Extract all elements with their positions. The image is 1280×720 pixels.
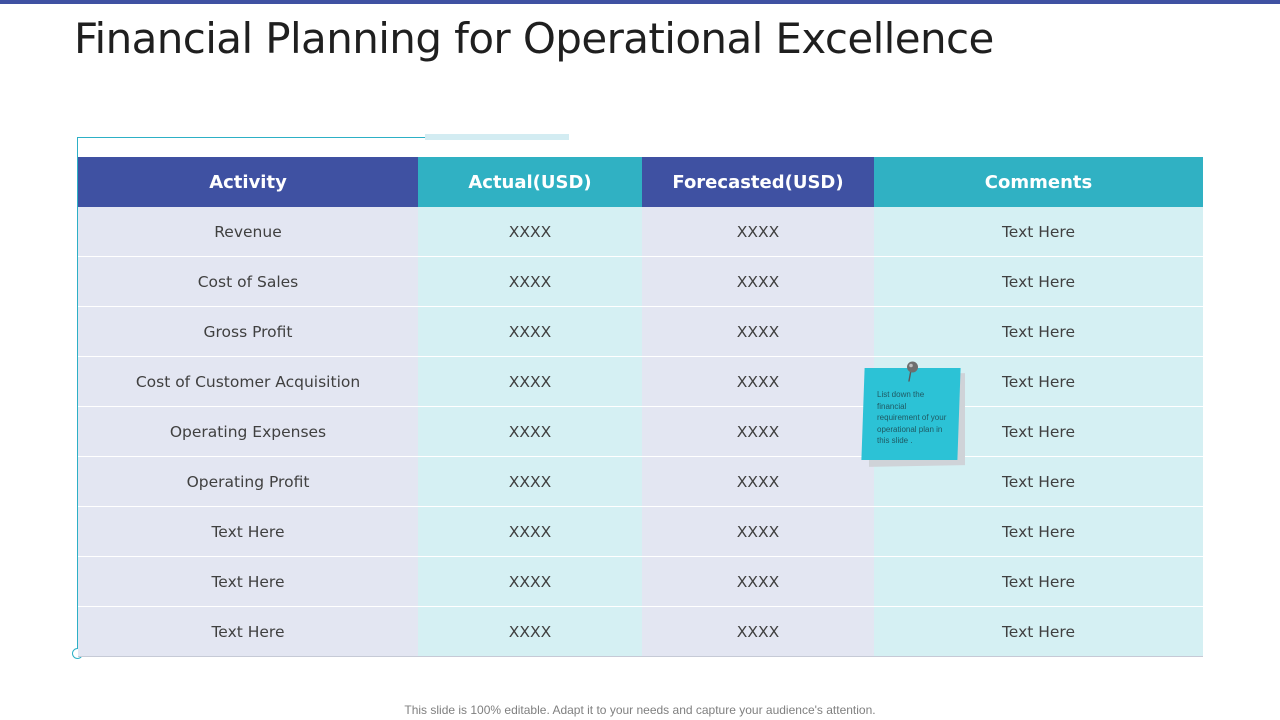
cell-forecasted: XXXX — [642, 457, 874, 507]
table-row — [78, 407, 1203, 457]
cell-activity: Text Here — [78, 507, 418, 557]
cell-actual: XXXX — [418, 257, 642, 307]
cell-actual: XXXX — [418, 307, 642, 357]
cell-activity: Text Here — [78, 557, 418, 607]
table-row — [78, 557, 1203, 607]
cell-activity: Cost of Customer Acquisition — [78, 357, 418, 407]
table-header-row — [78, 157, 1203, 207]
cell-forecasted: XXXX — [642, 607, 874, 657]
pushpin-icon — [903, 360, 921, 382]
cell-activity: Cost of Sales — [78, 257, 418, 307]
cell-activity: Text Here — [78, 607, 418, 657]
cell-actual: XXXX — [418, 457, 642, 507]
cell-actual: XXXX — [418, 607, 642, 657]
cell-comments: Text Here — [874, 357, 1203, 407]
cell-actual: XXXX — [418, 557, 642, 607]
cell-activity: Gross Profit — [78, 307, 418, 357]
frame-line-top — [77, 137, 427, 138]
cell-forecasted: XXXX — [642, 257, 874, 307]
page-title: Financial Planning for Operational Excellence — [74, 14, 994, 63]
table-row — [78, 307, 1203, 357]
header-forecasted: Forecasted(USD) — [642, 157, 874, 207]
cell-forecasted: XXXX — [642, 207, 874, 257]
table-row — [78, 507, 1203, 557]
cell-activity: Operating Profit — [78, 457, 418, 507]
table-row — [78, 257, 1203, 307]
cell-activity: Revenue — [78, 207, 418, 257]
cell-forecasted: XXXX — [642, 507, 874, 557]
cell-forecasted: XXXX — [642, 407, 874, 457]
table-row — [78, 457, 1203, 507]
cell-comments: Text Here — [874, 207, 1203, 257]
header-actual: Actual(USD) — [418, 157, 642, 207]
header-comments: Comments — [874, 157, 1203, 207]
cell-actual: XXXX — [418, 357, 642, 407]
footer-note: This slide is 100% editable. Adapt it to your needs and capture your audience's attention. — [404, 703, 876, 717]
financial-table — [78, 157, 1203, 657]
table-row — [78, 607, 1203, 657]
cell-actual: XXXX — [418, 407, 642, 457]
cell-actual: XXXX — [418, 207, 642, 257]
cell-forecasted: XXXX — [642, 307, 874, 357]
cell-comments: Text Here — [874, 607, 1203, 657]
cell-comments: Text Here — [874, 257, 1203, 307]
table-row — [78, 207, 1203, 257]
sticky-note — [863, 368, 959, 460]
sticky-note-text: List down the financial requirement of your operational plan in this slide . — [877, 390, 947, 445]
cell-activity: Operating Expenses — [78, 407, 418, 457]
cell-comments: Text Here — [874, 407, 1203, 457]
cell-comments: Text Here — [874, 557, 1203, 607]
cell-forecasted: XXXX — [642, 357, 874, 407]
cell-forecasted: XXXX — [642, 557, 874, 607]
header-activity: Activity — [78, 157, 418, 207]
top-accent-bar — [0, 0, 1280, 4]
table-row — [78, 357, 1203, 407]
cell-comments: Text Here — [874, 307, 1203, 357]
frame-accent-bar — [425, 134, 569, 140]
cell-comments: Text Here — [874, 457, 1203, 507]
cell-actual: XXXX — [418, 507, 642, 557]
cell-comments: Text Here — [874, 507, 1203, 557]
